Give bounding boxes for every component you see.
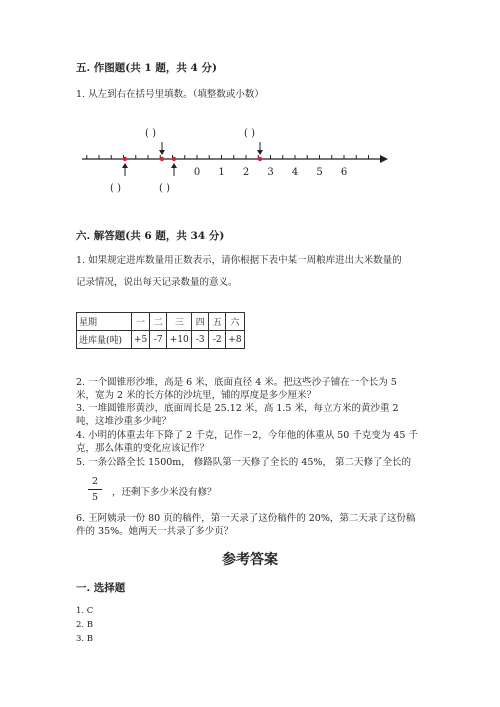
answer-blank: ( ) (159, 183, 170, 194)
table-cell: 进库量(吨) (77, 331, 132, 349)
answer-blank: ( ) (145, 128, 156, 139)
question-text: 2. 一个圆锥形沙堆，高是 6 米，底面直径 4 米。把这些沙子铺在一个长为 5 (76, 377, 397, 388)
question-text: 6. 王阿姨录一份 80 页的稿件，第一天录了这份稿件的 20%，第二天录了这份稿 (76, 513, 416, 524)
answer-blank: ( ) (244, 128, 255, 139)
question-text: 5. 一条公路全长 1500m， 修路队第一天修了全长的 45%， 第二天修了全长的 (76, 457, 411, 468)
question-text: 4. 小明的体重去年下降了 2 千克，记作－2，今年他的体重从 50 千克变为 45 千 (76, 430, 418, 441)
table-cell: 星期 (77, 313, 132, 331)
question-text: 1. 如果规定进库数量用正数表示，请你根据下表中某一周粮库进出大米数量的 (76, 255, 402, 266)
question-text: 克，那么体重的变化应该记作？ (76, 443, 210, 454)
down-arrow-head (257, 150, 263, 155)
fraction-numerator: 2 (91, 476, 99, 487)
number-line-label: 0 (193, 167, 201, 178)
table-cell: 一 (132, 313, 150, 331)
answer-item: 3. B (76, 634, 94, 644)
table-cell: +8 (226, 331, 244, 349)
number-line-labels (194, 167, 347, 178)
number-line-label: 6 (340, 167, 348, 178)
up-arrow-head (171, 163, 177, 168)
number-line-arrowhead (380, 155, 388, 163)
table-cell: +5 (132, 331, 150, 349)
number-line-label: 5 (316, 167, 323, 178)
table-cell: -2 (209, 331, 226, 349)
table-row (77, 331, 245, 349)
table-cell: 四 (192, 313, 209, 331)
point-marker (258, 157, 262, 161)
question-text: ，还剩下多少米没有修？ (112, 487, 217, 498)
question-text: 记录情况，说出每天记录数量的意义。 (76, 277, 238, 288)
question-text: 件的 35%。她两天一共录了多少页？ (76, 526, 234, 537)
fraction-bar (88, 489, 102, 490)
table-cell: +10 (167, 331, 192, 349)
answer-key-title: 参考答案 (222, 552, 278, 568)
number-line-label: 2 (242, 167, 250, 178)
question-text: 1. 从左到右在括号里填数。（填整数或小数） (76, 89, 264, 100)
table-header-row (77, 313, 245, 331)
section-heading-answers: 六. 解答题(共 6 题，共 34 分) (76, 230, 225, 242)
number-line-figure (0, 120, 500, 200)
question-text: 米，宽为 2 米的长方体的沙坑里，铺的厚度是多少厘米？ (76, 390, 317, 401)
fraction (88, 476, 102, 503)
point-marker (123, 157, 127, 161)
number-line-label: 4 (291, 167, 299, 178)
down-arrow-head (159, 150, 165, 155)
answer-item: 1. C (76, 606, 94, 616)
fraction-denominator: 5 (91, 492, 99, 503)
table-cell: 三 (167, 313, 192, 331)
number-line-label: 3 (267, 167, 274, 178)
table-cell: 二 (150, 313, 167, 331)
question-text: 吨，这堆沙重多少吨？ (76, 416, 172, 427)
number-line-label: 1 (218, 167, 225, 178)
table-cell: 六 (226, 313, 244, 331)
grain-table (76, 312, 245, 349)
answer-blank: ( ) (110, 183, 121, 194)
answer-item: 2. B (76, 620, 94, 630)
table-cell: -3 (192, 331, 209, 349)
point-marker (160, 157, 164, 161)
question-text: 3. 一堆圆锥形黄沙，底面周长是 25.12 米，高 1.5 米，每立方米的黄沙重 2 (76, 403, 399, 414)
point-marker (172, 157, 176, 161)
section-heading-drawing: 五. 作图题(共 1 题，共 4 分) (76, 62, 217, 74)
section-heading-choice: 一. 选择题 (76, 582, 126, 594)
table-cell: 五 (209, 313, 226, 331)
up-arrow-head (122, 163, 128, 168)
table-cell: -7 (150, 331, 167, 349)
number-line-ticks (87, 155, 369, 159)
